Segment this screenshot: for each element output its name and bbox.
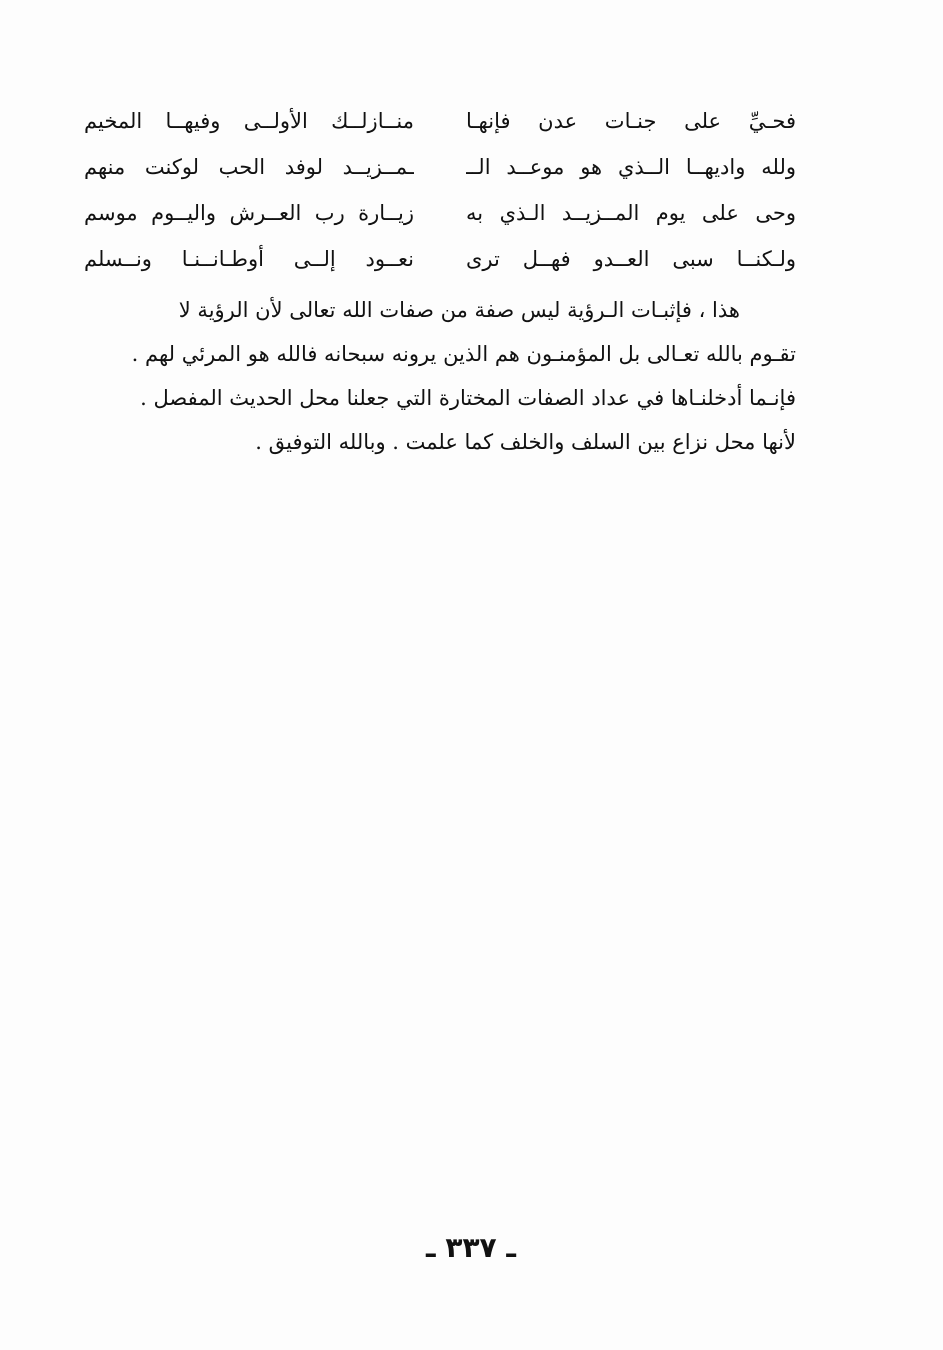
poem-line-4-second-hemistich: نعــود إلــى أوطـانــنـا ونــسلم bbox=[84, 247, 414, 271]
poem-verses bbox=[84, 98, 796, 282]
poem-line-3 bbox=[84, 190, 796, 236]
poem-line-1-second-hemistich: منــازلــك الأولــى وفيهــا المخيم bbox=[84, 109, 414, 133]
poem-line-1 bbox=[84, 98, 796, 144]
poem-line-2 bbox=[84, 144, 796, 190]
prose-line-1: هذا ، فإثبـات الـرؤية ليس صفة من صفات الله تعالى لأن الرؤية لا bbox=[178, 298, 740, 322]
prose-line-4: لأنها محل نزاع بين السلف والخلف كما علمت . وبالله التوفيق . bbox=[255, 430, 796, 454]
page-number: ـ ٣٣٧ ـ bbox=[426, 1231, 516, 1264]
prose-line-3: فإنـما أدخلنـاها في عداد الصفات المختارة التي جعلنا محل الحديث المفصل . bbox=[140, 386, 796, 410]
poem-line-2-first-hemistich: ولله واديهــا الــذي هو موعــد الــ bbox=[466, 155, 796, 179]
poem-line-4-first-hemistich: ولـكنــا سبى العــدو فهــل ترى bbox=[466, 247, 796, 271]
prose-paragraph bbox=[84, 288, 796, 464]
poem-line-3-first-hemistich: وحى على يوم المــزيــد الـذي به bbox=[466, 201, 796, 225]
poem-line-2-second-hemistich: ـمــزيــد لوفد الحب لوكنت منهم bbox=[84, 155, 414, 179]
poem-line-4 bbox=[84, 236, 796, 282]
poem-line-1-first-hemistich: فحـيِّ على جنـات عدن فإنهـا bbox=[466, 109, 796, 133]
poem-line-3-second-hemistich: زيــارة رب العــرش واليــوم موسم bbox=[84, 201, 414, 225]
prose-line-2: تقـوم بالله تعـالى بل المؤمنـون هم الذين يرونه سبحانه فالله هو المرئي لهم . bbox=[131, 342, 796, 366]
